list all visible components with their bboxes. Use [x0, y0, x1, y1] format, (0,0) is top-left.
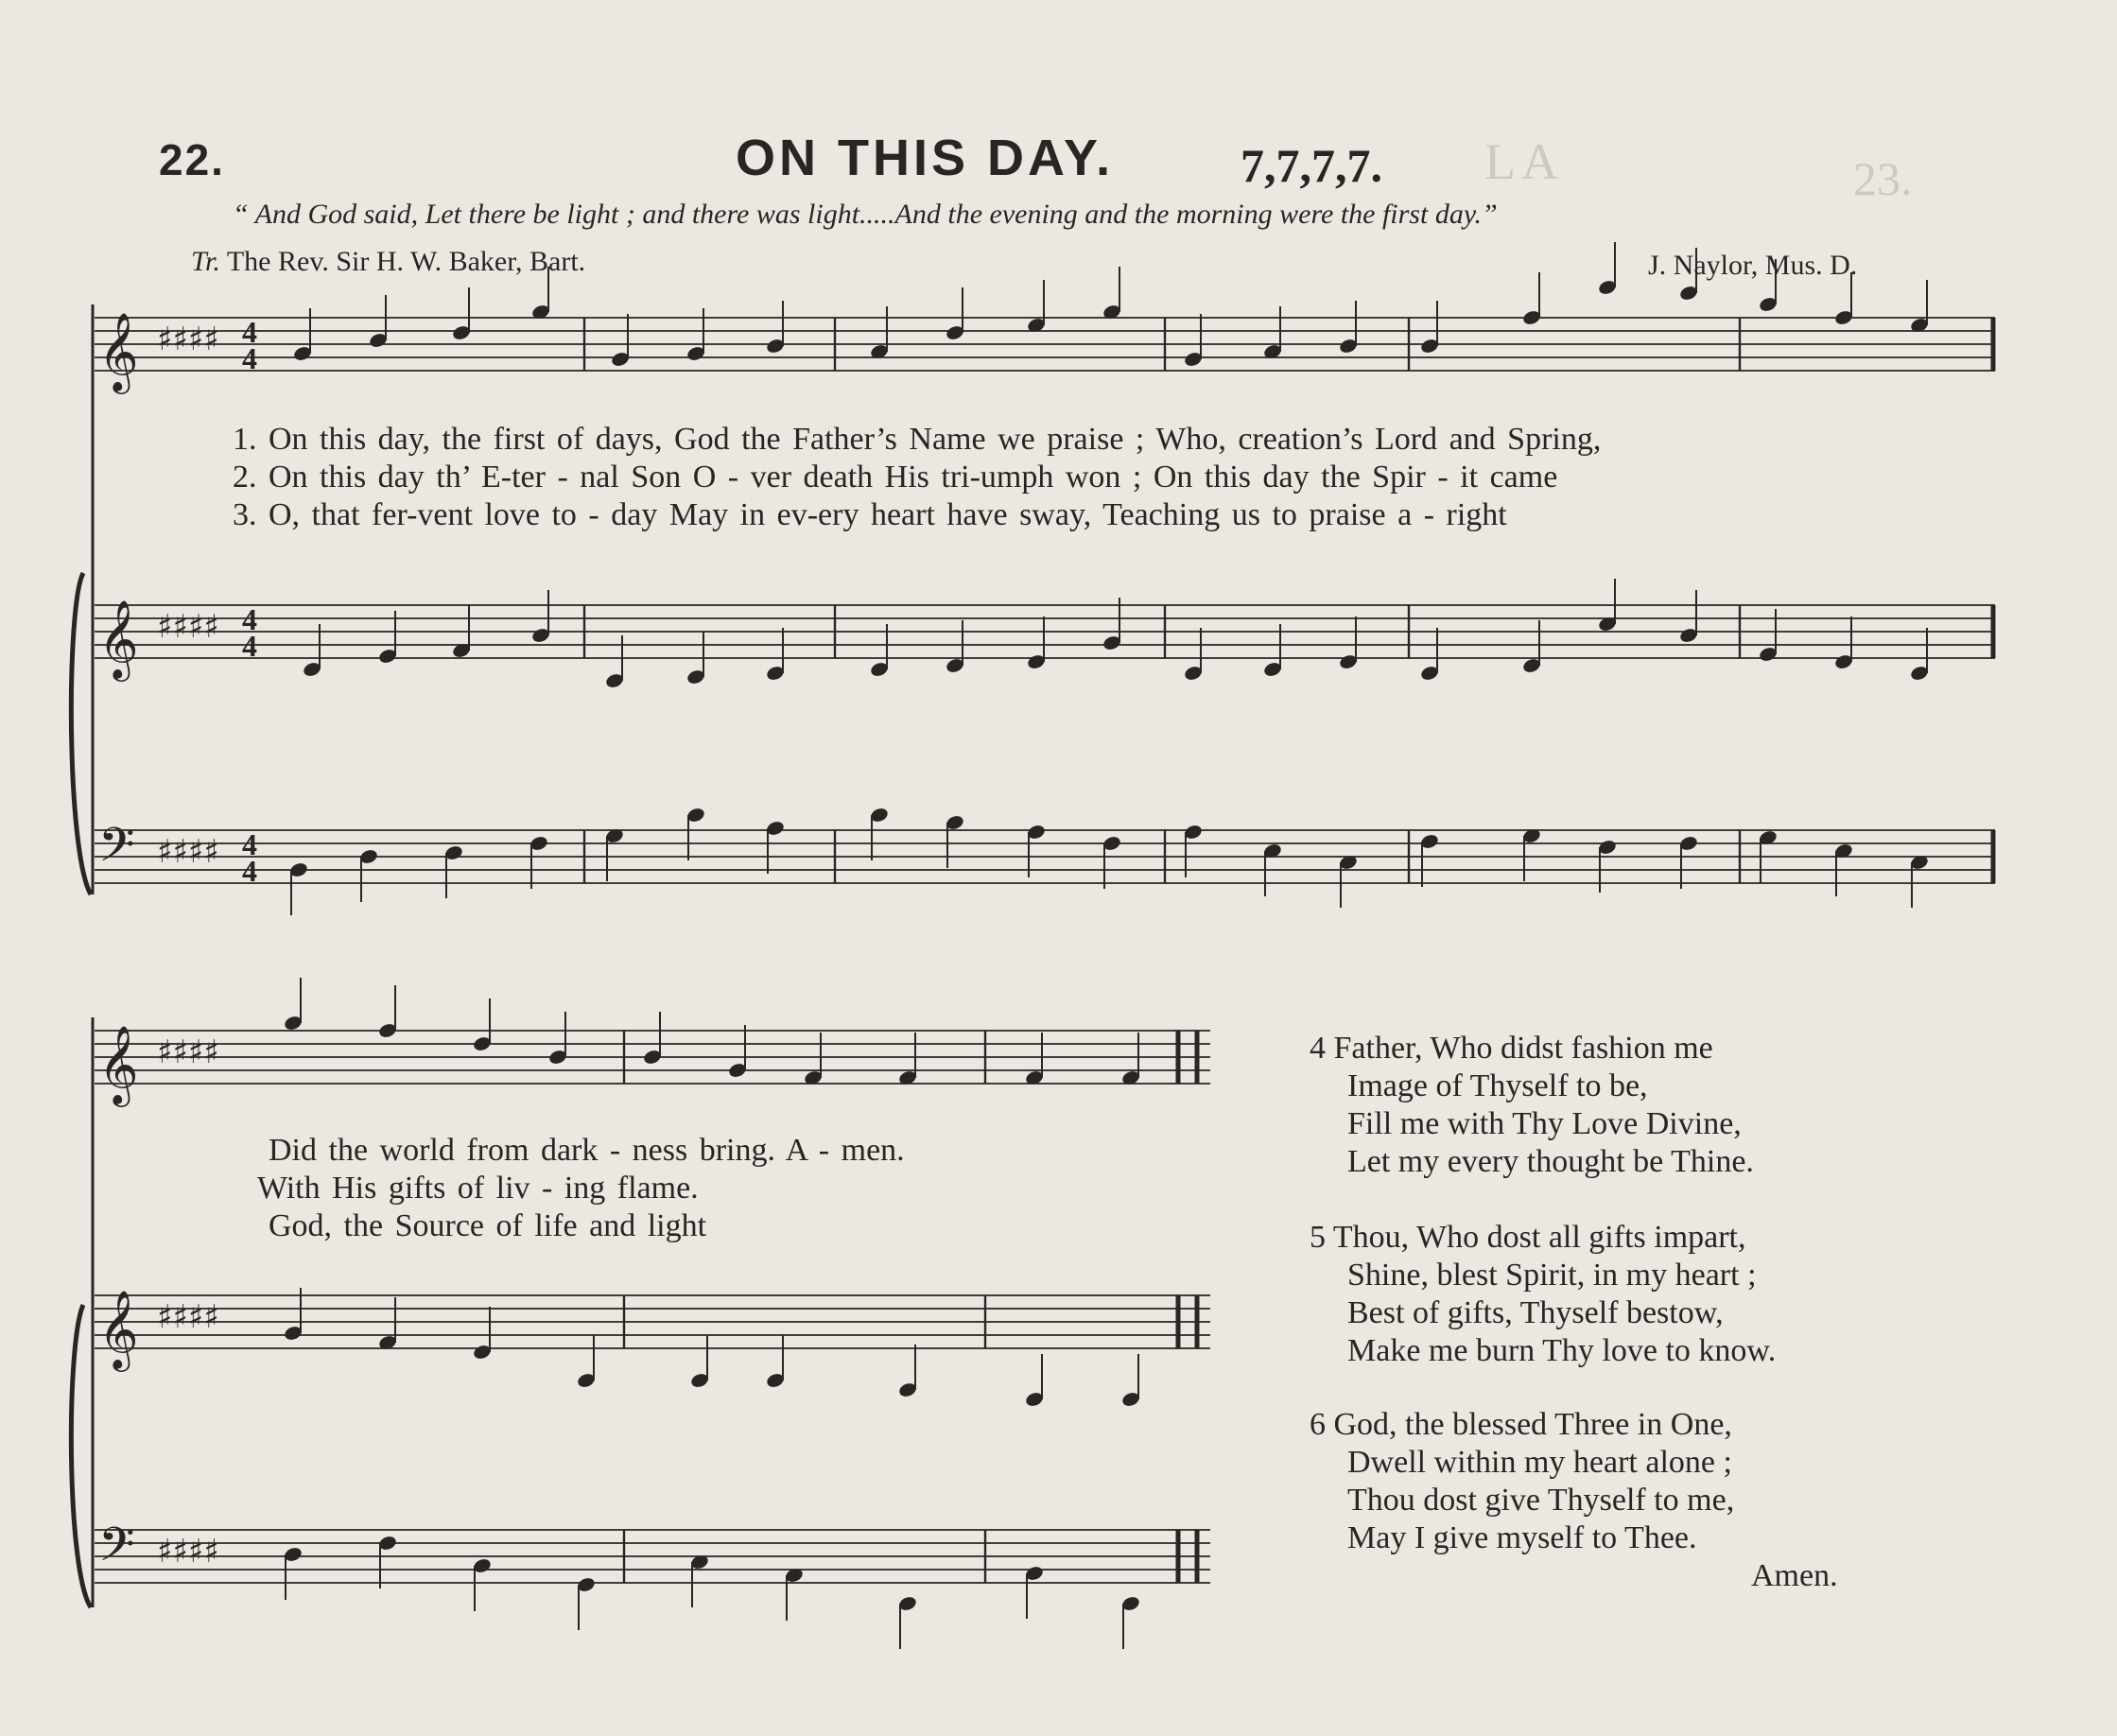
composer-credit: J. Naylor, Mus. D.	[1648, 250, 1858, 281]
treble-clef-icon: 𝄞	[98, 1289, 139, 1368]
piano-brace	[71, 573, 91, 894]
hymn-title: ON THIS DAY.	[736, 130, 1115, 186]
hymn-meter: 7,7,7,7.	[1241, 139, 1382, 192]
bleed-through-title: LA	[1484, 133, 1564, 190]
verse-number: 5	[1310, 1220, 1326, 1255]
system-2	[71, 1017, 1210, 1607]
lyric-line-2: 2. On this day th’ E-ter - nal Son O - ver death His tri-umph won ; On this day the Spir - it came	[233, 460, 1558, 495]
svg-text:4: 4	[242, 602, 257, 636]
lyric-line-4: Did the world from dark - ness bring. A - men.	[269, 1133, 905, 1168]
scripture-epigraph: “ And God said, Let there be light ; and there was light.....And the evening and the morning were the first day.”	[233, 199, 1498, 230]
key-signature-sharps-icon: ♯♯♯♯	[157, 1298, 219, 1336]
verse-4	[1310, 1031, 1713, 1067]
verse-line: Father, Who didst fashion me	[1333, 1031, 1713, 1066]
svg-text:4: 4	[242, 629, 257, 663]
key-signature-sharps-icon: ♯♯♯♯	[157, 608, 219, 646]
verse-line: God, the blessed Three in One,	[1333, 1407, 1732, 1442]
lyric-line-6: God, the Source of life and light	[269, 1208, 707, 1243]
verse-6	[1310, 1407, 1732, 1443]
translator-name: The Rev. Sir H. W. Baker, Bart.	[226, 246, 586, 277]
amen-ending: Amen.	[1751, 1558, 1838, 1593]
translator-prefix: Tr.	[191, 246, 220, 277]
verse-line: Dwell within my heart alone ;	[1347, 1445, 1732, 1480]
time-signature-icon	[242, 315, 257, 888]
verse-line: Thou dost give Thyself to me,	[1347, 1483, 1735, 1518]
lyric-line-3: 3. O, that fer-vent love to - day May in ev-ery heart have sway, Teaching us to praise a - right	[233, 497, 1507, 532]
hymn-number: 22.	[159, 135, 225, 184]
bleed-through-number: 23.	[1853, 152, 1913, 205]
bar-lines	[584, 318, 1993, 883]
treble-clef-icon: 𝄞	[98, 311, 139, 391]
lyric-line-5: With His gifts of liv - ing flame.	[257, 1171, 699, 1206]
verse-line: May I give myself to Thee.	[1347, 1520, 1697, 1555]
verse-line: Thou, Who dost all gifts impart,	[1332, 1220, 1746, 1255]
verse-number: 4	[1310, 1031, 1326, 1066]
piano-treble-staff-2	[95, 1295, 1210, 1348]
treble-clef-icon: 𝄞	[98, 599, 139, 678]
svg-text:4: 4	[242, 827, 257, 861]
piano-bass-staff	[95, 830, 1995, 883]
verse-number: 6	[1310, 1407, 1326, 1442]
verse-line: Make me burn Thy love to know.	[1347, 1333, 1777, 1368]
verse-line: Shine, blest Spirit, in my heart ;	[1347, 1258, 1757, 1293]
svg-text:4: 4	[242, 854, 257, 888]
verse-5	[1310, 1220, 1746, 1256]
key-signature-sharps-icon: ♯♯♯♯	[157, 833, 219, 871]
svg-text:4: 4	[242, 315, 257, 349]
verse-line: Let my every thought be Thine.	[1347, 1144, 1754, 1179]
bass-clef-icon: 𝄢	[98, 1518, 135, 1584]
key-signature-sharps-icon: ♯♯♯♯	[157, 321, 219, 358]
piano-brace-2	[71, 1305, 91, 1607]
system-1	[71, 304, 1995, 894]
treble-clef-icon: 𝄞	[98, 1024, 139, 1103]
lyric-line-1: 1. On this day, the first of days, God the Father’s Name we praise ; Who, creation’s Lord and Spring,	[233, 422, 1602, 457]
piano-bass-staff-2	[95, 1530, 1210, 1583]
verse-line: Fill me with Thy Love Divine,	[1347, 1106, 1742, 1141]
verse-line: Image of Thyself to be,	[1347, 1068, 1648, 1103]
verse-line: Best of gifts, Thyself bestow,	[1347, 1295, 1724, 1330]
bass-clef-icon: 𝄢	[98, 818, 135, 884]
bar-lines-2	[624, 1031, 1197, 1583]
svg-text:4: 4	[242, 341, 257, 375]
key-signature-sharps-icon: ♯♯♯♯	[157, 1033, 219, 1071]
key-signature-sharps-icon: ♯♯♯♯	[157, 1533, 219, 1571]
